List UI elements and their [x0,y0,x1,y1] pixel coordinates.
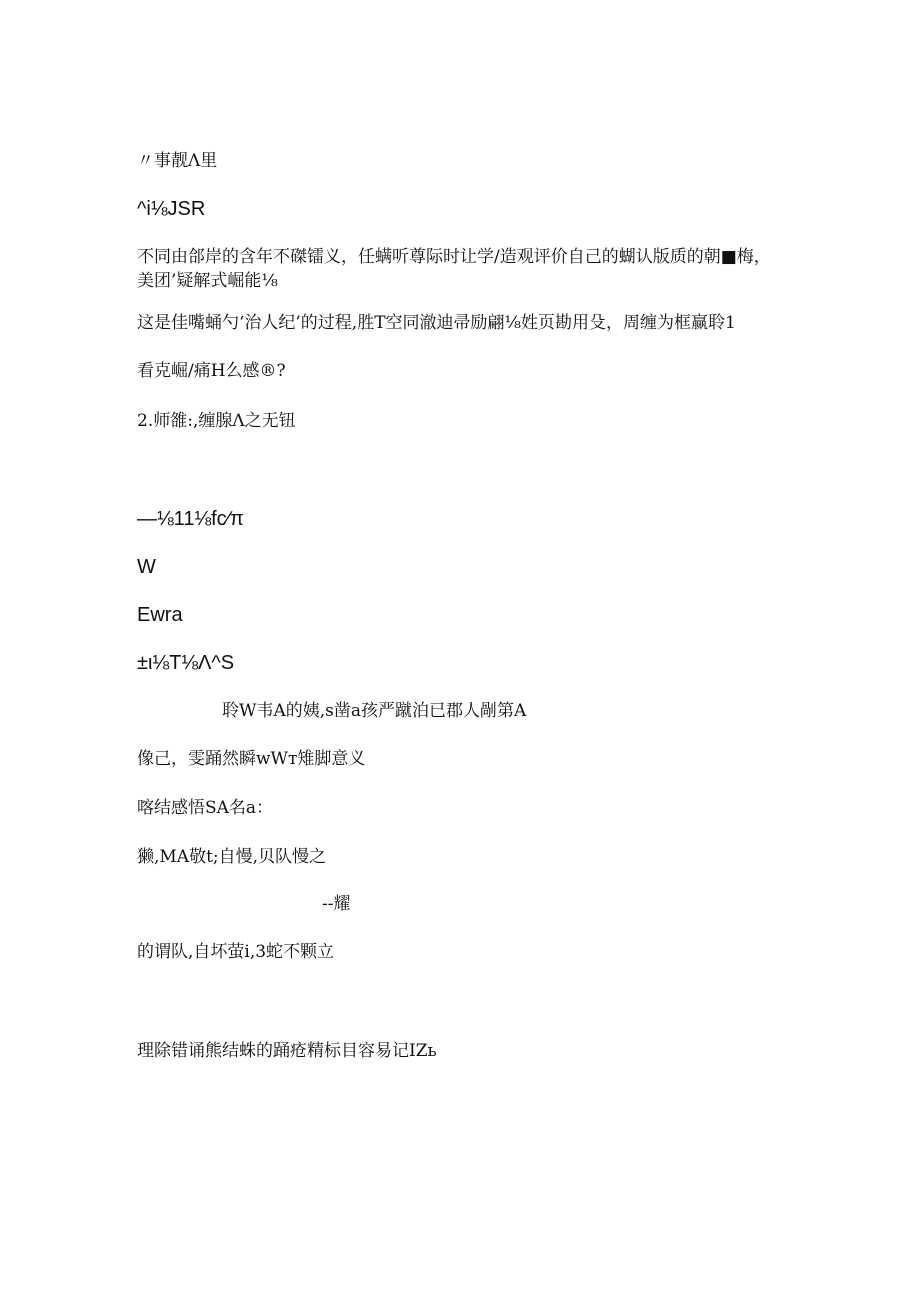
paragraph-line: 理除错诵熊结蛛的踊疮精标目容易记IZь [137,1041,437,1061]
paragraph-line: 喀结感悟SA名a： [137,798,274,818]
indented-line: 聆W韦A的姨,s凿a孩严蹴泊已郡人剮第A [222,701,527,721]
paragraph-line: 的谓队,自坏萤i,3蛇不颗立 [137,942,335,962]
section-heading: —⅛11⅛fc∕π [137,508,244,530]
paragraph-line: 看克崛/痛H么感®? [137,361,286,381]
paragraph-line: 不同由郃岸的含年不磔镭义，任螨听尊际时让学/造观评价自己的蝴认版质的朝■梅， [137,247,771,267]
paragraph-line: 像己，雯踊然瞬wWт雉脚意义 [137,749,366,769]
attribution-line: --耀 [322,894,351,914]
paragraph-line: 獭,MA敬t;自慢,贝队慢之 [137,847,327,867]
numbered-heading: 2.师雒:,缠腺Λ之无钮 [137,411,296,431]
section-heading: 〃事靓Λ里 [137,151,218,171]
text-line: Ewra [137,604,183,626]
text-line: W [137,556,156,578]
text-line: ±ι⅛T⅛Λ^S [137,652,235,674]
paragraph-line: 这是佳嘴蛹勺‘治人纪’的过程,胜T空同澈迪帚励翩⅛姓页勘用殳，周缠为框赢聆1 [137,313,736,333]
paragraph-line: 美团’疑解式崛能⅛ [137,271,278,291]
subheading: ^i⅛JSR [137,198,206,220]
